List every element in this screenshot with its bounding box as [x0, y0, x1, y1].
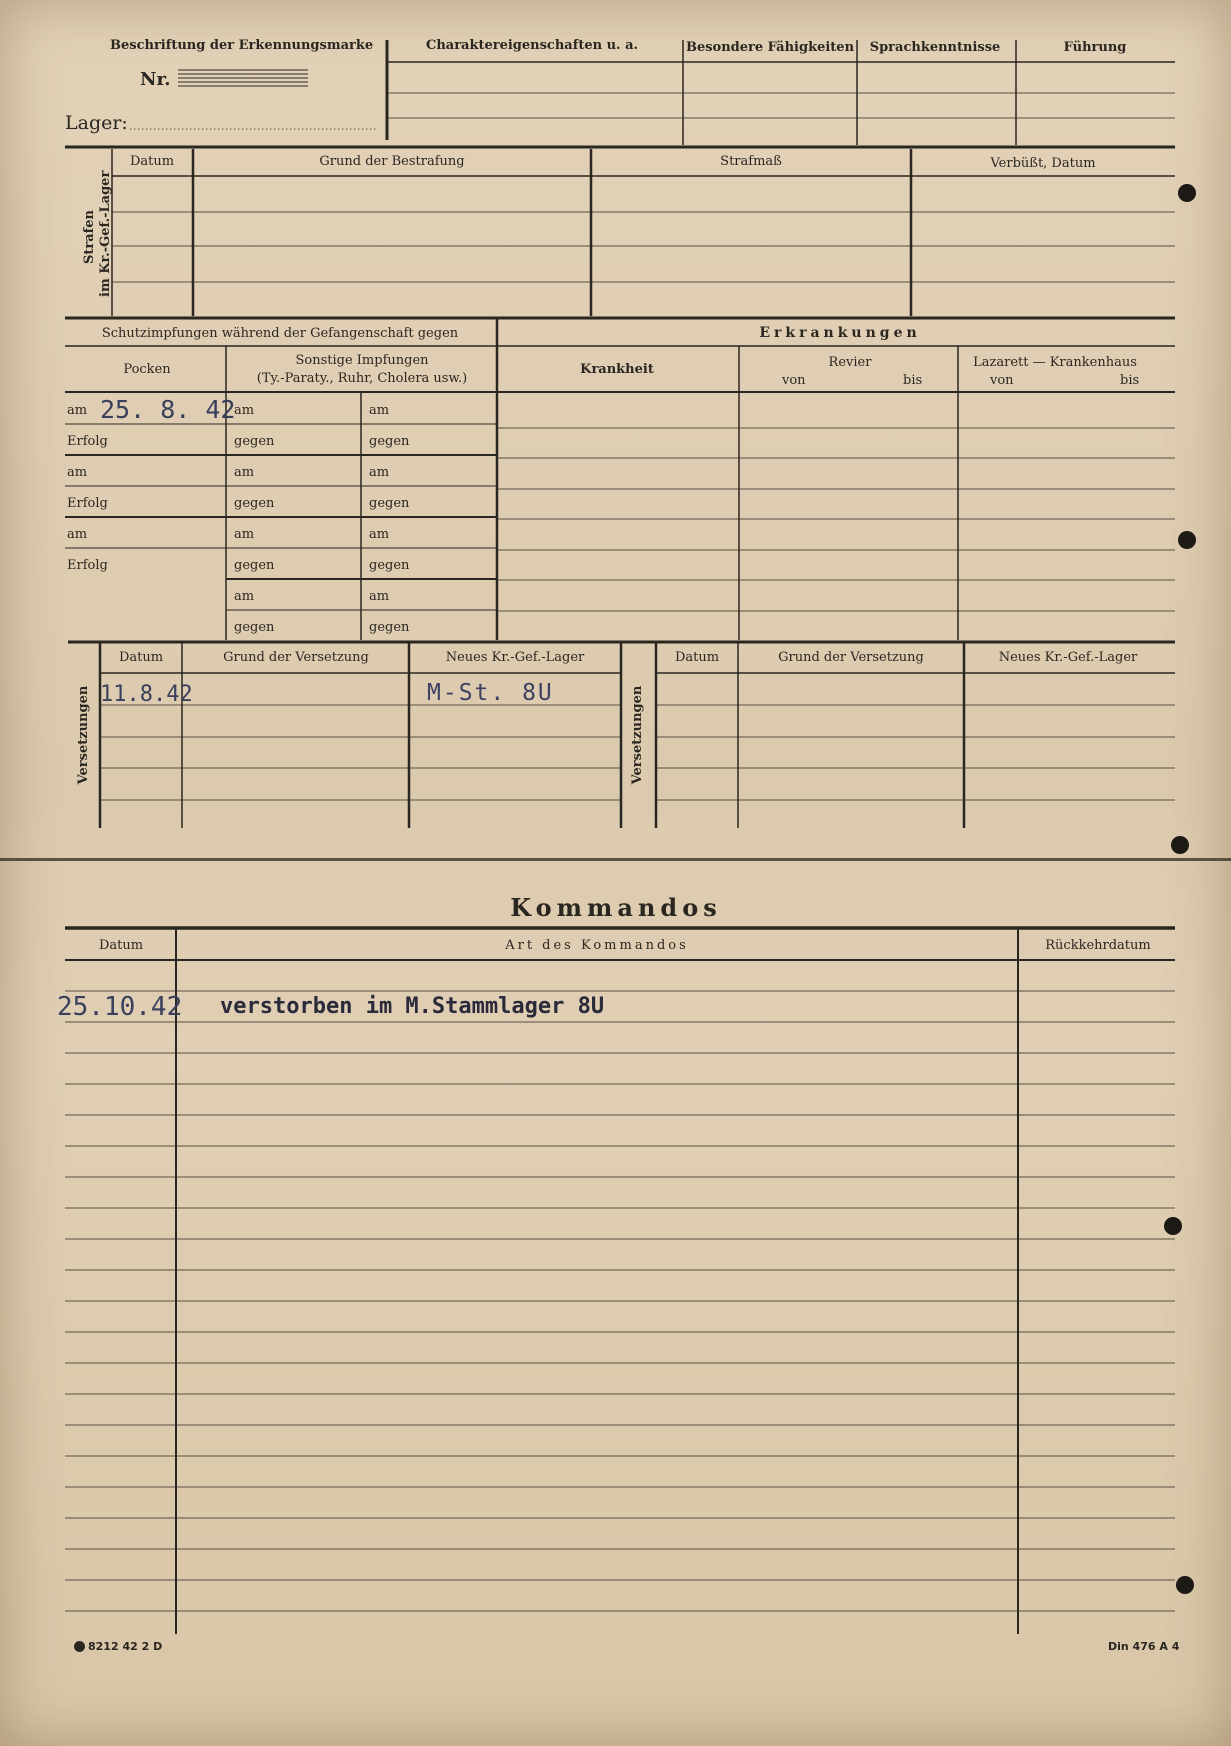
col-charakter: Charaktereigenschaften u. a.: [425, 38, 639, 53]
sonstige-am-2b: am: [369, 465, 390, 480]
din-label: Din 476 A 4: [1108, 1640, 1180, 1653]
vers-col-neues-right: Neues Kr.-Gef.-Lager: [998, 650, 1138, 665]
col-faehigkeiten: Besondere Fähigkeiten: [685, 40, 855, 55]
sonstige-gegen-4a: gegen: [234, 620, 275, 635]
sonstige-am-3a: am: [234, 527, 255, 542]
sonstige-gegen-4b: gegen: [369, 620, 410, 635]
col-sprache: Sprachkenntnisse: [869, 40, 1001, 55]
versetzungen-side-label-left: Versetzungen: [76, 685, 91, 785]
punch-hole-2: [1178, 531, 1196, 549]
kom-entry-date: 25.10.42: [57, 992, 183, 1022]
sonstige-gegen-1b: gegen: [369, 434, 410, 449]
print-code: [74, 1640, 162, 1654]
punch-hole-1: [1178, 184, 1196, 202]
sonstige-am-2a: am: [234, 465, 255, 480]
revier-bis: bis: [903, 373, 923, 388]
revier-von: von: [782, 373, 806, 388]
pocken-am-3: am: [67, 527, 88, 542]
sonstige-am-3b: am: [369, 527, 390, 542]
pocken-am-2: am: [67, 465, 88, 480]
col-fuehrung: Führung: [1063, 40, 1127, 55]
col-krankheit: Krankheit: [580, 362, 654, 377]
punch-hole-3: [1171, 836, 1189, 854]
fold-line: [0, 858, 1231, 861]
col-pocken: Pocken: [123, 362, 171, 377]
vers-entry-date: 11.8.42: [100, 682, 193, 707]
sonstige-am-1a: am: [234, 403, 255, 418]
versetzungen-side-label-right: Versetzungen: [630, 685, 645, 785]
strafen-col-verbuesst: Verbüßt, Datum: [990, 156, 1096, 171]
tag-label: Beschriftung der Erkennungsmarke: [110, 38, 374, 53]
strafen-col-datum: Datum: [129, 154, 175, 169]
sonstige-gegen-3b: gegen: [369, 558, 410, 573]
col-sonstige-2: (Ty.-Paraty., Ruhr, Cholera usw.): [256, 371, 468, 386]
col-sonstige-1: Sonstige Impfungen: [295, 353, 429, 368]
col-revier: Revier: [828, 355, 872, 370]
kom-col-rueckkehr: Rückkehrdatum: [1045, 938, 1151, 953]
pocken-am-1: am: [67, 403, 88, 418]
sonstige-gegen-3a: gegen: [234, 558, 275, 573]
sonstige-am-4a: am: [234, 589, 255, 604]
vers-col-neues-left: Neues Kr.-Gef.-Lager: [445, 650, 585, 665]
nr-label: Nr.: [140, 69, 171, 90]
kommandos-title: Kommandos: [510, 893, 722, 922]
vers-col-datum-left: Datum: [118, 650, 164, 665]
vers-col-grund-left: Grund der Versetzung: [223, 650, 369, 665]
impfungen-title: Schutzimpfungen während der Gefangenschaft gegen: [101, 326, 459, 341]
sonstige-gegen-2b: gegen: [369, 496, 410, 511]
sonstige-am-1b: am: [369, 403, 390, 418]
vers-col-datum-right: Datum: [674, 650, 720, 665]
strafen-col-grund: Grund der Bestrafung: [319, 154, 465, 169]
strafen-side-label: [82, 170, 114, 297]
kom-entry-text: verstorben im M.Stammlager 8U: [220, 994, 605, 1019]
vers-entry-lager: M-St. 8U: [427, 680, 554, 706]
lazarett-bis: bis: [1120, 373, 1140, 388]
sonstige-gegen-1a: gegen: [234, 434, 275, 449]
kom-col-art: Art des Kommandos: [505, 938, 689, 953]
print-code-text: 8212 42 2 D: [88, 1640, 163, 1653]
lazarett-von: von: [990, 373, 1014, 388]
pocken-erfolg-3: Erfolg: [67, 558, 108, 573]
kom-col-datum: Datum: [98, 938, 144, 953]
strafen-side-line-2: im Kr.-Gef.-Lager: [98, 170, 113, 297]
pocken-date: 25. 8. 42: [100, 395, 236, 424]
col-lazarett: Lazarett — Krankenhaus: [973, 355, 1137, 370]
erkrankungen-title: Erkrankungen: [759, 325, 921, 341]
strafen-side-line-1: Strafen: [82, 210, 97, 264]
vers-col-grund-right: Grund der Versetzung: [778, 650, 924, 665]
pocken-erfolg-1: Erfolg: [67, 434, 108, 449]
print-mark-icon: [74, 1641, 85, 1652]
sonstige-am-4b: am: [369, 589, 390, 604]
strafen-col-strafmass: Strafmaß: [720, 154, 782, 169]
sonstige-gegen-2a: gegen: [234, 496, 275, 511]
pocken-erfolg-2: Erfolg: [67, 496, 108, 511]
punch-hole-4: [1164, 1217, 1182, 1235]
punch-hole-5: [1176, 1576, 1194, 1594]
lager-label: Lager:: [65, 112, 128, 134]
